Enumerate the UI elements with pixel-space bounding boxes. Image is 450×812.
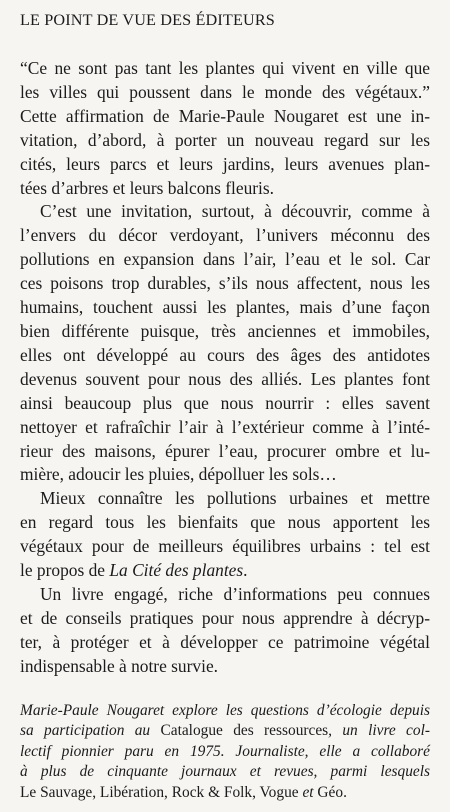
text-line [20, 559, 430, 583]
text-line: “Ce ne sont pas tant les plantes qui vivent en ville que [20, 58, 430, 78]
text-line: ter, à protéger et à développer ce patrimoine végétal [20, 631, 430, 652]
text-line: l’envers du décor verdoyant, l’univers méconnu des [20, 225, 430, 246]
text-line: devenus souvent pour nous des alliés. Les plantes font [20, 368, 430, 389]
text-line: nettoyer et rafraîchir l’air à l’extérieur comme à l’inté- [20, 416, 430, 437]
publisher-text [20, 57, 430, 679]
author-bio [20, 701, 430, 804]
text-fragment: le propos de [20, 560, 110, 581]
text-line: Mieux connaître les pollutions urbaines et mettre [40, 488, 430, 509]
text-line: C’est une invitation, surtout, à découvrir, comme à [40, 201, 430, 222]
text-line: elles ont développé au cours des âges des antidotes [20, 344, 430, 365]
bio-line [20, 783, 430, 804]
text-fragment: . [343, 783, 347, 801]
text-fragment: , [252, 783, 260, 801]
text-line: pollutions en expansion dans l’air, l’eau et le sol. Car [20, 249, 430, 270]
text-line: Cette affirmation de Marie-Paule Nougaret est une in- [20, 105, 430, 126]
text-line: indispensable à notre survie. [20, 655, 219, 676]
book-title: La Cité des plantes [109, 560, 244, 581]
text-line: ainsi beaucoup plus que nous nourrir : elles savent [20, 392, 430, 413]
paragraph-2 [20, 200, 430, 487]
publication-name: Le Sauvage [20, 783, 93, 801]
text-line: Un livre engagé, riche d’informations peu connues [40, 583, 430, 604]
paragraph-4 [20, 583, 430, 679]
text-line: bien différente puisque, très anciennes et immobiles, [20, 320, 430, 341]
publication-name: Libération [99, 783, 165, 801]
bio-line: Marie-Paule Nougaret explore les questions d’écologie depuis [20, 701, 430, 719]
text-line: vitation, d’abord, à porter un nouveau regard sur les [20, 129, 430, 150]
text-line: cités, leurs parcs et leurs jardins, leurs avenues plan- [20, 153, 430, 174]
text-line: humains, touchent aussi les plantes, mais d’une façon [20, 297, 430, 318]
text-fragment: . [243, 560, 248, 581]
bio-line: à plus de cinquante journaux et revues, parmi lesquels [20, 763, 430, 781]
text-line: rieur des maisons, épurer l’eau, procurer ombre et lu- [20, 440, 430, 461]
publication-name: Vogue [259, 783, 299, 801]
catalogue-title: Catalogue des ressources [160, 722, 329, 740]
section-heading: LE POINT DE VUE DES ÉDITEURS [20, 11, 275, 29]
text-line: les villes qui poussent dans le monde des végétaux.” [20, 81, 430, 102]
text-fragment: , [92, 783, 100, 801]
bio-line: lectif pionnier paru en 1975. Journaliste, elle a collaboré [20, 742, 430, 760]
paragraph-3 [20, 487, 430, 583]
text-fragment: sa participation au [20, 722, 161, 740]
bio-line [20, 721, 430, 742]
text-fragment: , un livre col- [328, 722, 430, 740]
text-line: et de conseils pratiques pour nous apprendre à décryp- [20, 607, 430, 628]
text-fragment: , [164, 783, 172, 801]
text-line: tées d’arbres et leurs balcons fleuris. [20, 177, 274, 198]
text-fragment: et [298, 783, 318, 801]
paragraph-1 [20, 57, 430, 200]
text-line: végétaux pour de meilleurs équilibres urbains : tel est [20, 536, 430, 557]
text-line: ces poisons trop durables, s’ils nous affectent, nous les [20, 273, 430, 294]
publication-name: Géo [317, 783, 344, 801]
text-line: mière, adoucir les pluies, dépolluer les sols… [20, 464, 337, 485]
text-line: en regard tous les bienfaits que nous apportent les [20, 512, 430, 533]
publication-name: Rock & Folk [171, 783, 253, 801]
